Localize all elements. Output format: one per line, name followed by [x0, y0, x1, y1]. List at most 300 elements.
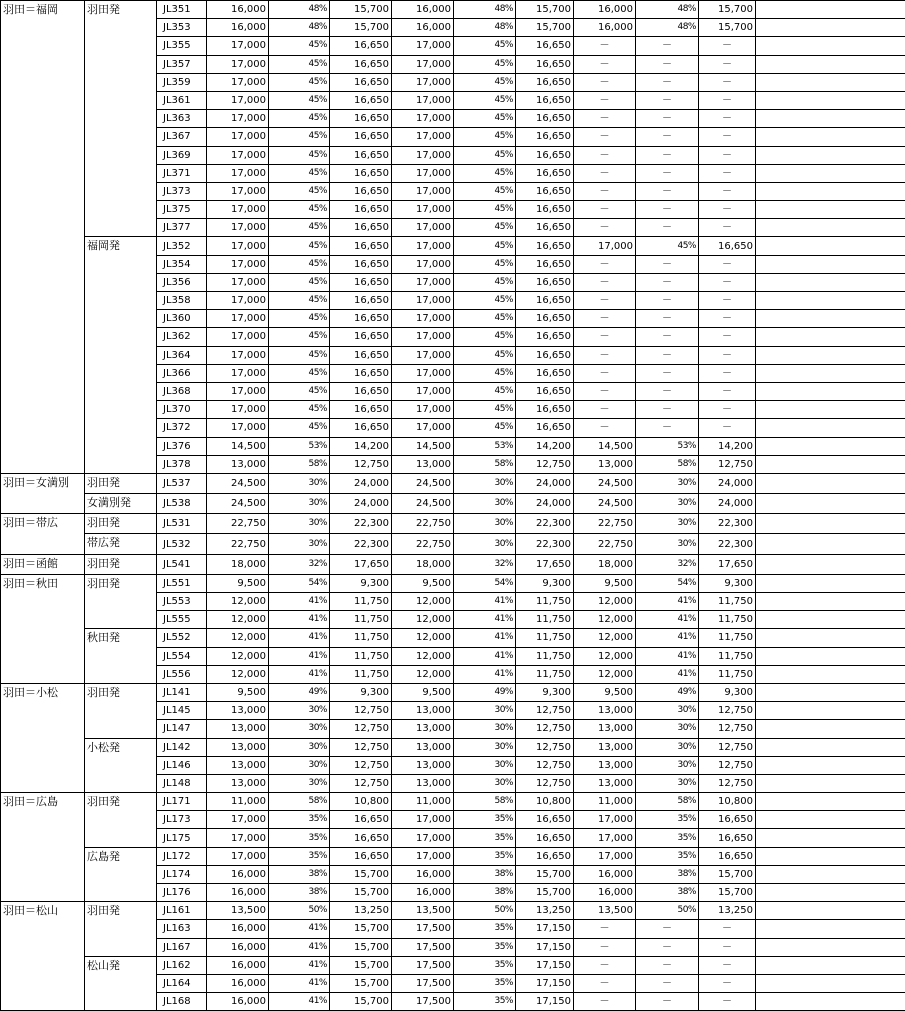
fare-cell: 12,000	[574, 611, 636, 629]
discount-rate-cell: 38%	[636, 865, 699, 883]
flight-number-cell: JL161	[157, 902, 207, 920]
direction-cell: 福岡発	[85, 237, 157, 473]
fare-cell: 13,000	[392, 702, 454, 720]
flight-number-cell: JL356	[157, 273, 207, 291]
fare-cell: 13,000	[574, 774, 636, 792]
discount-rate-cell: 45%	[269, 219, 330, 237]
fare-cell: 16,650	[330, 37, 392, 55]
fare-cell: 16,650	[516, 292, 574, 310]
fare-cell: 12,750	[330, 455, 392, 473]
discount-rate-cell: 45%	[269, 55, 330, 73]
direction-cell: 羽田発	[85, 793, 157, 848]
fare-cell: 17,000	[392, 201, 454, 219]
empty-cell	[756, 419, 905, 437]
fare-cell: 22,300	[330, 514, 392, 534]
fare-cell: 16,000	[392, 884, 454, 902]
fare-cell: 16,000	[207, 19, 269, 37]
fare-cell: －	[699, 993, 756, 1011]
fare-cell: 11,750	[516, 629, 574, 647]
flight-number-cell: JL364	[157, 346, 207, 364]
fare-cell: 17,500	[392, 956, 454, 974]
discount-rate-cell: 30%	[636, 702, 699, 720]
fare-cell: 17,000	[207, 146, 269, 164]
discount-rate-cell: 45%	[269, 292, 330, 310]
discount-rate-cell: 38%	[269, 865, 330, 883]
flight-number-cell: JL369	[157, 146, 207, 164]
discount-rate-cell: －	[636, 364, 699, 382]
discount-rate-cell: 35%	[269, 829, 330, 847]
fare-cell: 16,650	[516, 128, 574, 146]
fare-cell: －	[699, 255, 756, 273]
discount-rate-cell: 30%	[269, 720, 330, 738]
fare-cell: 16,650	[516, 419, 574, 437]
direction-cell: 小松発	[85, 738, 157, 793]
flight-number-cell: JL351	[157, 1, 207, 19]
discount-rate-cell: 48%	[269, 1, 330, 19]
fare-cell: 22,300	[516, 534, 574, 554]
discount-rate-cell: 58%	[636, 793, 699, 811]
discount-rate-cell: －	[636, 938, 699, 956]
fare-cell: 12,000	[574, 593, 636, 611]
discount-rate-cell: －	[636, 91, 699, 109]
fare-cell: 12,750	[516, 455, 574, 473]
fare-cell: 17,000	[207, 829, 269, 847]
fare-cell: 9,500	[574, 574, 636, 592]
discount-rate-cell: 45%	[269, 164, 330, 182]
fare-cell: 16,000	[392, 865, 454, 883]
discount-rate-cell: 32%	[269, 554, 330, 574]
fare-cell: 15,700	[330, 956, 392, 974]
discount-rate-cell: 45%	[636, 237, 699, 255]
discount-rate-cell: －	[636, 146, 699, 164]
fare-cell: 13,000	[207, 756, 269, 774]
flight-number-cell: JL368	[157, 382, 207, 400]
empty-cell	[756, 974, 905, 992]
discount-rate-cell: －	[636, 255, 699, 273]
table-row	[1, 514, 905, 534]
discount-rate-cell: －	[636, 974, 699, 992]
fare-cell: 13,000	[392, 774, 454, 792]
fare-cell: 16,650	[516, 310, 574, 328]
discount-rate-cell: 30%	[269, 702, 330, 720]
fare-cell: －	[699, 920, 756, 938]
fare-cell: 15,700	[516, 1, 574, 19]
fare-cell: 16,650	[516, 273, 574, 291]
fare-cell: 13,000	[574, 738, 636, 756]
empty-cell	[756, 720, 905, 738]
fare-cell: 12,000	[392, 593, 454, 611]
fare-cell: 12,750	[516, 774, 574, 792]
fare-cell: －	[574, 37, 636, 55]
fare-cell: 12,750	[699, 774, 756, 792]
fare-cell: 16,650	[516, 382, 574, 400]
empty-cell	[756, 255, 905, 273]
fare-cell: 24,500	[207, 473, 269, 493]
discount-rate-cell: －	[636, 110, 699, 128]
fare-cell: 9,300	[699, 574, 756, 592]
fare-cell: 16,650	[516, 401, 574, 419]
table-row	[1, 494, 905, 514]
fare-cell: 15,700	[516, 19, 574, 37]
route-cell: 羽田＝函館	[1, 554, 85, 574]
discount-rate-cell: 30%	[636, 494, 699, 514]
direction-cell: 松山発	[85, 956, 157, 1011]
fare-cell: －	[699, 91, 756, 109]
empty-cell	[756, 219, 905, 237]
fare-cell: 16,650	[330, 310, 392, 328]
flight-number-cell: JL556	[157, 665, 207, 683]
empty-cell	[756, 956, 905, 974]
discount-rate-cell: 45%	[454, 91, 516, 109]
flight-number-cell: JL553	[157, 593, 207, 611]
fare-cell: 9,500	[207, 683, 269, 701]
fare-cell: 11,000	[207, 793, 269, 811]
fare-cell: 16,650	[330, 110, 392, 128]
discount-rate-cell: 45%	[454, 346, 516, 364]
fare-cell: 11,750	[330, 611, 392, 629]
fare-cell: －	[699, 419, 756, 437]
flight-number-cell: JL362	[157, 328, 207, 346]
fare-cell: 17,650	[516, 554, 574, 574]
fare-cell: 12,000	[392, 665, 454, 683]
discount-rate-cell: －	[636, 346, 699, 364]
fare-cell: 15,700	[330, 19, 392, 37]
fare-cell: －	[574, 292, 636, 310]
flight-number-cell: JL555	[157, 611, 207, 629]
route-cell: 羽田＝女満別	[1, 473, 85, 513]
fare-cell: 22,750	[574, 534, 636, 554]
discount-rate-cell: 49%	[454, 683, 516, 701]
fare-cell: 11,750	[330, 665, 392, 683]
discount-rate-cell: 30%	[269, 756, 330, 774]
discount-rate-cell: －	[636, 128, 699, 146]
fare-cell: 15,700	[516, 865, 574, 883]
fare-cell: 17,150	[516, 956, 574, 974]
flight-number-cell: JL366	[157, 364, 207, 382]
fare-cell: 17,000	[207, 164, 269, 182]
fare-cell: 17,000	[392, 55, 454, 73]
discount-rate-cell: 53%	[454, 437, 516, 455]
empty-cell	[756, 534, 905, 554]
fare-cell: －	[574, 201, 636, 219]
fare-cell: 17,000	[207, 182, 269, 200]
fare-cell: 16,650	[516, 110, 574, 128]
table-row	[1, 793, 905, 811]
discount-rate-cell: 41%	[269, 993, 330, 1011]
discount-rate-cell: 45%	[269, 128, 330, 146]
flight-number-cell: JL142	[157, 738, 207, 756]
discount-rate-cell: 41%	[636, 629, 699, 647]
fare-cell: 17,150	[516, 938, 574, 956]
discount-rate-cell: 30%	[636, 473, 699, 493]
discount-rate-cell: 41%	[269, 611, 330, 629]
fare-cell: －	[699, 128, 756, 146]
empty-cell	[756, 55, 905, 73]
empty-cell	[756, 574, 905, 592]
fare-cell: －	[699, 182, 756, 200]
fare-cell: 16,650	[330, 829, 392, 847]
empty-cell	[756, 401, 905, 419]
discount-rate-cell: 49%	[636, 683, 699, 701]
empty-cell	[756, 774, 905, 792]
fare-cell: 17,000	[392, 219, 454, 237]
fare-cell: 17,000	[392, 237, 454, 255]
fare-cell: 9,300	[699, 683, 756, 701]
fare-cell: 17,500	[392, 938, 454, 956]
discount-rate-cell: 41%	[636, 593, 699, 611]
flight-number-cell: JL373	[157, 182, 207, 200]
discount-rate-cell: 35%	[454, 920, 516, 938]
discount-rate-cell: 48%	[636, 19, 699, 37]
discount-rate-cell: 48%	[454, 1, 516, 19]
fare-cell: －	[699, 201, 756, 219]
flight-number-cell: JL531	[157, 514, 207, 534]
empty-cell	[756, 865, 905, 883]
flight-number-cell: JL361	[157, 91, 207, 109]
flight-number-cell: JL167	[157, 938, 207, 956]
fare-cell: 16,650	[330, 382, 392, 400]
discount-rate-cell: 58%	[269, 455, 330, 473]
empty-cell	[756, 902, 905, 920]
discount-rate-cell: 45%	[454, 310, 516, 328]
fare-cell: 24,000	[330, 473, 392, 493]
fare-cell: 17,000	[392, 255, 454, 273]
flight-number-cell: JL358	[157, 292, 207, 310]
discount-rate-cell: 45%	[269, 364, 330, 382]
discount-rate-cell: 30%	[636, 720, 699, 738]
flight-number-cell: JL145	[157, 702, 207, 720]
fare-cell: 17,150	[516, 993, 574, 1011]
fare-cell: 13,000	[207, 738, 269, 756]
fare-cell: 13,000	[207, 720, 269, 738]
discount-rate-cell: 32%	[454, 554, 516, 574]
fare-cell: －	[699, 382, 756, 400]
fare-cell: 17,000	[392, 811, 454, 829]
flight-number-cell: JL354	[157, 255, 207, 273]
discount-rate-cell: －	[636, 419, 699, 437]
fare-cell: －	[699, 956, 756, 974]
fare-cell: 12,750	[330, 756, 392, 774]
discount-rate-cell: －	[636, 164, 699, 182]
fare-cell: －	[699, 37, 756, 55]
discount-rate-cell: 45%	[269, 91, 330, 109]
fare-cell: 17,000	[207, 73, 269, 91]
discount-rate-cell: 41%	[454, 611, 516, 629]
flight-number-cell: JL360	[157, 310, 207, 328]
table-row	[1, 629, 905, 647]
fare-cell: 16,000	[207, 956, 269, 974]
discount-rate-cell: 35%	[454, 956, 516, 974]
discount-rate-cell: 30%	[454, 514, 516, 534]
empty-cell	[756, 473, 905, 493]
fare-cell: 15,700	[330, 993, 392, 1011]
fare-cell: －	[574, 328, 636, 346]
fare-cell: 11,750	[699, 647, 756, 665]
fare-cell: 13,250	[699, 902, 756, 920]
discount-rate-cell: 50%	[454, 902, 516, 920]
flight-number-cell: JL172	[157, 847, 207, 865]
fare-cell: 24,500	[207, 494, 269, 514]
fare-cell: 17,000	[207, 847, 269, 865]
empty-cell	[756, 328, 905, 346]
discount-rate-cell: 32%	[636, 554, 699, 574]
fare-cell: 11,750	[516, 593, 574, 611]
discount-rate-cell: －	[636, 37, 699, 55]
fare-cell: 9,500	[392, 574, 454, 592]
discount-rate-cell: 48%	[454, 19, 516, 37]
discount-rate-cell: 35%	[636, 811, 699, 829]
discount-rate-cell: 54%	[636, 574, 699, 592]
empty-cell	[756, 346, 905, 364]
fare-cell: 16,650	[330, 328, 392, 346]
discount-rate-cell: －	[636, 920, 699, 938]
empty-cell	[756, 738, 905, 756]
fare-cell: －	[699, 364, 756, 382]
fare-cell: 17,500	[392, 974, 454, 992]
discount-rate-cell: 41%	[454, 593, 516, 611]
fare-cell: 11,000	[574, 793, 636, 811]
fare-cell: 11,750	[699, 665, 756, 683]
empty-cell	[756, 647, 905, 665]
fare-cell: 12,000	[207, 593, 269, 611]
fare-cell: 17,000	[392, 164, 454, 182]
discount-rate-cell: －	[636, 993, 699, 1011]
fare-cell: 15,700	[516, 884, 574, 902]
discount-rate-cell: 30%	[269, 514, 330, 534]
empty-cell	[756, 593, 905, 611]
fare-cell: 16,650	[330, 401, 392, 419]
fare-cell: 22,750	[574, 514, 636, 534]
discount-rate-cell: 45%	[454, 364, 516, 382]
discount-rate-cell: 45%	[454, 73, 516, 91]
discount-rate-cell: －	[636, 401, 699, 419]
empty-cell	[756, 993, 905, 1011]
discount-rate-cell: 45%	[269, 401, 330, 419]
fare-cell: －	[699, 110, 756, 128]
discount-rate-cell: 45%	[454, 182, 516, 200]
fare-cell: 16,650	[516, 811, 574, 829]
flight-number-cell: JL146	[157, 756, 207, 774]
fare-cell: 17,150	[516, 974, 574, 992]
fare-cell: 13,000	[574, 756, 636, 774]
discount-rate-cell: －	[636, 310, 699, 328]
table-row	[1, 683, 905, 701]
discount-rate-cell: －	[636, 55, 699, 73]
discount-rate-cell: 30%	[269, 738, 330, 756]
fare-cell: 13,000	[207, 774, 269, 792]
flight-number-cell: JL378	[157, 455, 207, 473]
fare-cell: －	[699, 219, 756, 237]
empty-cell	[756, 554, 905, 574]
discount-rate-cell: 45%	[454, 328, 516, 346]
fare-cell: 9,500	[207, 574, 269, 592]
empty-cell	[756, 91, 905, 109]
fare-cell: 17,000	[207, 310, 269, 328]
fare-cell: 17,000	[392, 292, 454, 310]
discount-rate-cell: 41%	[269, 974, 330, 992]
discount-rate-cell: 38%	[454, 884, 516, 902]
fare-cell: －	[574, 128, 636, 146]
fare-cell: 17,000	[392, 382, 454, 400]
fare-cell: 16,000	[207, 974, 269, 992]
fare-cell: 11,750	[516, 665, 574, 683]
fare-cell: －	[699, 974, 756, 992]
discount-rate-cell: 45%	[269, 146, 330, 164]
flight-number-cell: JL173	[157, 811, 207, 829]
fare-cell: 17,000	[207, 419, 269, 437]
discount-rate-cell: 30%	[454, 534, 516, 554]
discount-rate-cell: 53%	[636, 437, 699, 455]
fare-cell: 11,750	[330, 629, 392, 647]
fare-cell: 16,650	[516, 164, 574, 182]
discount-rate-cell: 30%	[454, 720, 516, 738]
fare-cell: －	[574, 401, 636, 419]
fare-cell: 12,000	[207, 665, 269, 683]
fare-cell: 17,000	[207, 364, 269, 382]
fare-cell: 16,000	[207, 938, 269, 956]
fare-cell: 17,650	[330, 554, 392, 574]
table-row	[1, 738, 905, 756]
fare-cell: 9,500	[574, 683, 636, 701]
fare-cell: 16,000	[392, 1, 454, 19]
route-cell: 羽田＝福岡	[1, 1, 85, 474]
discount-rate-cell: 45%	[269, 73, 330, 91]
fare-cell: 17,500	[392, 920, 454, 938]
discount-rate-cell: 48%	[269, 19, 330, 37]
discount-rate-cell: 41%	[636, 647, 699, 665]
fare-cell: 16,650	[699, 847, 756, 865]
fare-cell: 17,000	[392, 182, 454, 200]
fare-cell: 17,000	[392, 328, 454, 346]
fare-cell: 17,000	[392, 419, 454, 437]
fare-cell: 16,650	[516, 847, 574, 865]
discount-rate-cell: 41%	[269, 665, 330, 683]
discount-rate-cell: 45%	[454, 164, 516, 182]
discount-rate-cell: 30%	[269, 774, 330, 792]
fare-cell: 17,000	[392, 91, 454, 109]
fare-cell: 16,650	[330, 419, 392, 437]
flight-number-cell: JL353	[157, 19, 207, 37]
fare-cell: 14,200	[516, 437, 574, 455]
fare-cell: 17,000	[207, 401, 269, 419]
flight-number-cell: JL554	[157, 647, 207, 665]
fare-cell: 24,000	[330, 494, 392, 514]
discount-rate-cell: 30%	[454, 756, 516, 774]
empty-cell	[756, 292, 905, 310]
fare-cell: 17,000	[392, 310, 454, 328]
fare-cell: 15,700	[330, 1, 392, 19]
table-row	[1, 554, 905, 574]
fare-cell: 16,650	[330, 237, 392, 255]
discount-rate-cell: －	[636, 273, 699, 291]
fare-cell: 17,000	[392, 73, 454, 91]
discount-rate-cell: －	[636, 956, 699, 974]
fare-cell: 17,150	[516, 920, 574, 938]
flight-number-cell: JL357	[157, 55, 207, 73]
fare-cell: 16,650	[516, 55, 574, 73]
fare-cell: －	[574, 938, 636, 956]
fare-cell: 16,650	[516, 237, 574, 255]
empty-cell	[756, 1, 905, 19]
empty-cell	[756, 629, 905, 647]
fare-cell: 13,000	[574, 702, 636, 720]
fare-cell: 12,750	[516, 756, 574, 774]
empty-cell	[756, 164, 905, 182]
fare-cell: 17,000	[392, 273, 454, 291]
table-row	[1, 237, 905, 255]
fare-cell: －	[699, 328, 756, 346]
flight-number-cell: JL175	[157, 829, 207, 847]
